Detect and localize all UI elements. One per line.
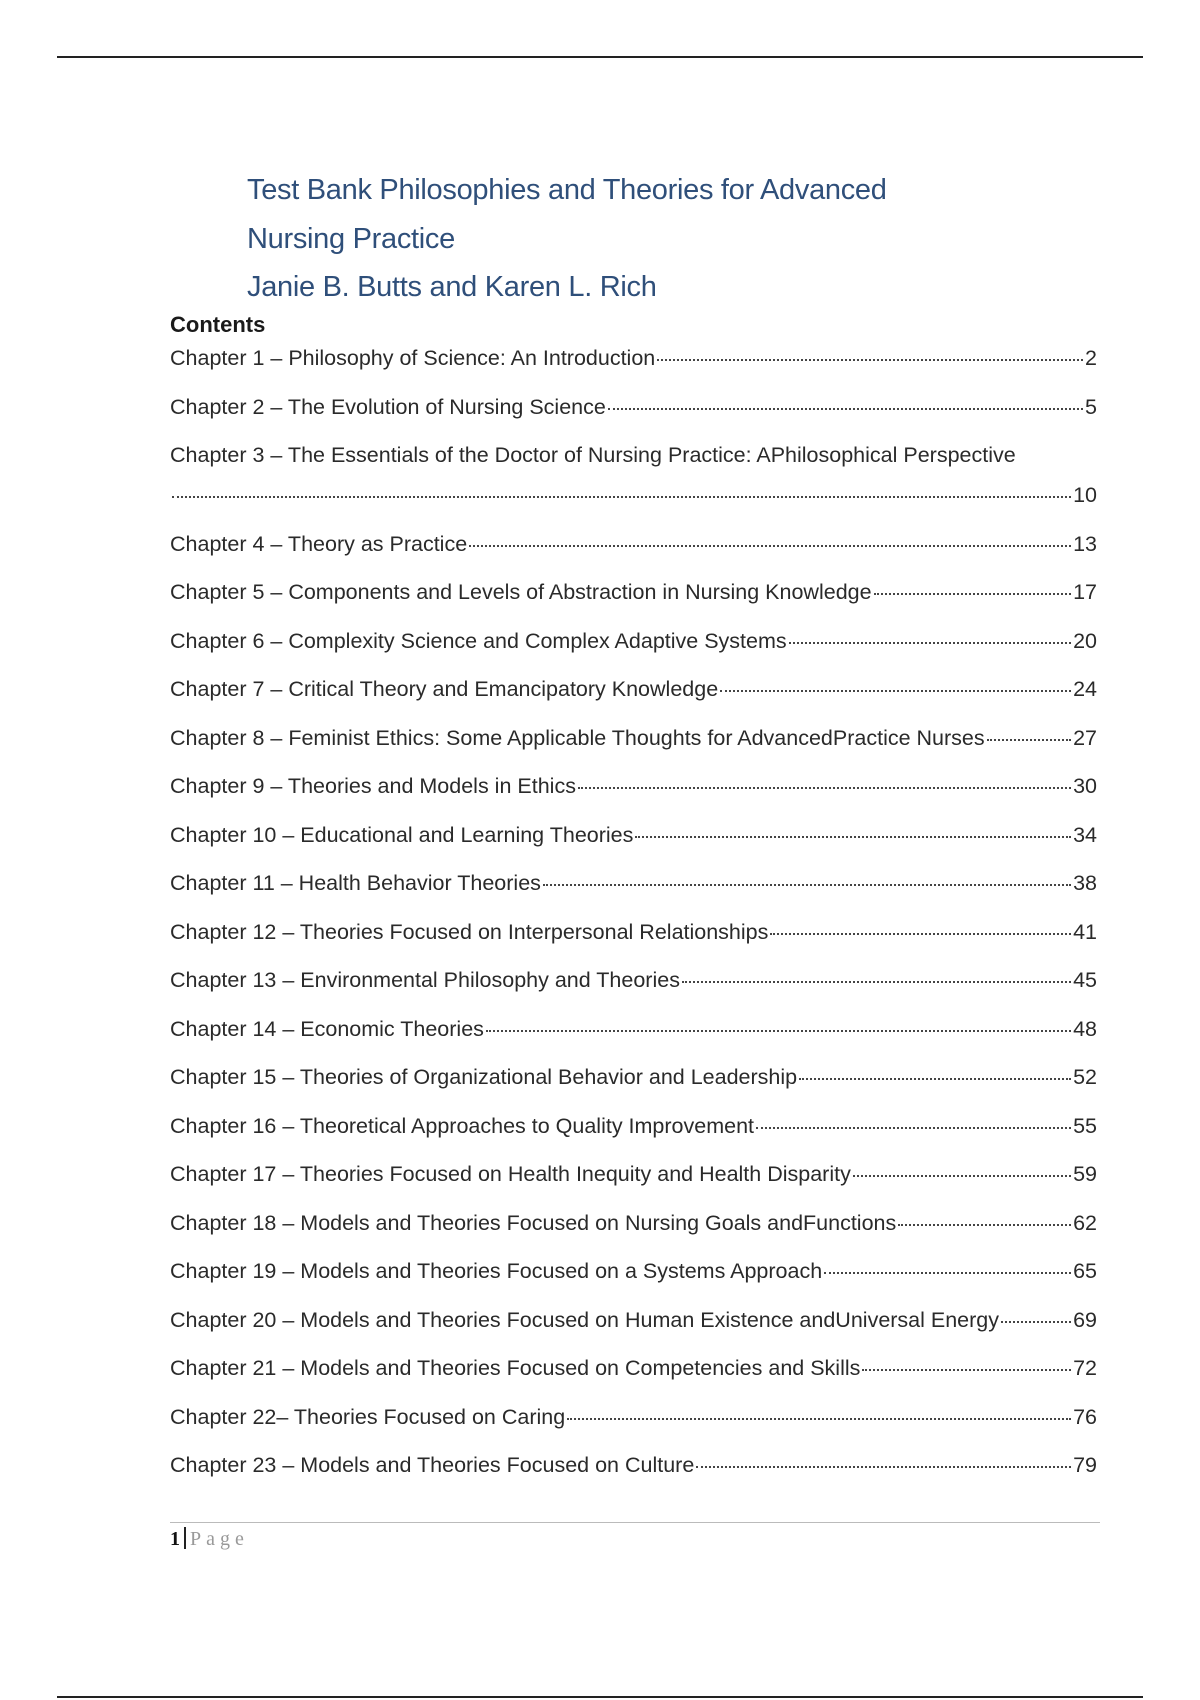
page-label: Page bbox=[190, 1528, 249, 1550]
toc-entry-page: 79 bbox=[1073, 1453, 1097, 1477]
dot-leader bbox=[853, 1175, 1071, 1177]
dot-leader bbox=[608, 408, 1083, 410]
toc-entry-title: Chapter 12 – Theories Focused on Interpersonal Relationships bbox=[170, 919, 769, 944]
dot-leader bbox=[543, 884, 1071, 886]
toc-entry-page: 45 bbox=[1073, 968, 1097, 992]
dot-leader bbox=[862, 1369, 1071, 1371]
toc-entry-page: 20 bbox=[1073, 628, 1097, 653]
page-top-rule bbox=[57, 56, 1143, 58]
toc-entry-title: Chapter 19 – Models and Theories Focused on a Systems Approach bbox=[170, 1259, 823, 1283]
toc-entry[interactable] bbox=[170, 395, 1097, 444]
dot-leader bbox=[987, 739, 1071, 741]
toc-entry-page: 62 bbox=[1073, 1210, 1097, 1235]
page-bottom-rule bbox=[57, 1696, 1143, 1698]
dot-leader bbox=[682, 981, 1071, 983]
dot-leader bbox=[799, 1078, 1071, 1080]
toc-entry-page: 41 bbox=[1073, 919, 1097, 944]
toc-entry-title: Chapter 15 – Theories of Organizational Behavior and Leadership bbox=[170, 1065, 798, 1089]
toc-entry[interactable] bbox=[170, 443, 1097, 532]
footer-rule bbox=[170, 1522, 1100, 1523]
dot-leader bbox=[486, 1030, 1071, 1032]
toc-entry[interactable] bbox=[170, 346, 1097, 395]
toc-entry[interactable] bbox=[170, 1405, 1097, 1454]
toc-entry[interactable] bbox=[170, 1162, 1097, 1211]
dot-leader bbox=[1001, 1321, 1071, 1323]
toc-entry[interactable] bbox=[170, 532, 1097, 581]
dot-leader bbox=[657, 359, 1083, 361]
dot-leader bbox=[172, 496, 1071, 498]
toc-entry-title: Chapter 4 – Theory as Practice bbox=[170, 531, 468, 556]
page-footer bbox=[170, 1527, 249, 1551]
toc-entry-page: 30 bbox=[1073, 774, 1097, 798]
document-title bbox=[247, 166, 887, 312]
toc-entry-page: 17 bbox=[1073, 580, 1097, 604]
toc-entry-page: 5 bbox=[1085, 394, 1097, 419]
toc-entry-page: 55 bbox=[1073, 1113, 1097, 1138]
title-line: Nursing Practice bbox=[247, 222, 455, 255]
toc-entry-title: Chapter 13 – Environmental Philosophy and Theories bbox=[170, 968, 680, 992]
dot-leader bbox=[874, 593, 1072, 595]
toc-entry-title: Chapter 2 – The Evolution of Nursing Science bbox=[170, 394, 606, 419]
toc-entry[interactable] bbox=[170, 726, 1097, 775]
toc-entry-page: 72 bbox=[1073, 1356, 1097, 1380]
toc-entry[interactable] bbox=[170, 677, 1097, 726]
toc-entry[interactable] bbox=[170, 871, 1097, 920]
toc-entry[interactable] bbox=[170, 1065, 1097, 1114]
toc-entry[interactable] bbox=[170, 580, 1097, 629]
toc-entry[interactable] bbox=[170, 1259, 1097, 1308]
toc-entry[interactable] bbox=[170, 968, 1097, 1017]
toc-entry-title: Chapter 11 – Health Behavior Theories bbox=[170, 871, 541, 895]
toc-entry-title: Chapter 20 – Models and Theories Focused on Human Existence andUniversal Energy bbox=[170, 1307, 1000, 1332]
toc-entry-title: Chapter 17 – Theories Focused on Health Inequity and Health Disparity bbox=[170, 1162, 851, 1186]
toc-entry-title: Chapter 16 – Theoretical Approaches to Quality Improvement bbox=[170, 1113, 755, 1138]
dot-leader bbox=[635, 836, 1071, 838]
dot-leader bbox=[756, 1127, 1071, 1129]
toc-entry[interactable] bbox=[170, 823, 1097, 872]
toc-entry-title: Chapter 5 – Components and Levels of Abstraction in Nursing Knowledge bbox=[170, 580, 872, 604]
toc-entry-page: 13 bbox=[1073, 531, 1097, 556]
toc-entry-page: 34 bbox=[1073, 822, 1097, 847]
toc-entry-page: 38 bbox=[1073, 871, 1097, 895]
toc-entry[interactable] bbox=[170, 1356, 1097, 1405]
author-line: Janie B. Butts and Karen L. Rich bbox=[247, 271, 657, 303]
table-of-contents bbox=[170, 346, 1097, 1502]
footer-divider bbox=[184, 1527, 186, 1549]
toc-entry[interactable] bbox=[170, 920, 1097, 969]
toc-entry-title: Chapter 6 – Complexity Science and Complex Adaptive Systems bbox=[170, 628, 787, 653]
toc-entry-page: 24 bbox=[1073, 677, 1097, 701]
toc-entry[interactable] bbox=[170, 774, 1097, 823]
dot-leader bbox=[824, 1272, 1071, 1274]
dot-leader bbox=[789, 642, 1071, 644]
toc-entry[interactable] bbox=[170, 1211, 1097, 1260]
contents-heading: Contents bbox=[170, 312, 266, 337]
toc-entry-title: Chapter 10 – Educational and Learning Theories bbox=[170, 822, 634, 847]
toc-entry-title: Chapter 21 – Models and Theories Focused on Competencies and Skills bbox=[170, 1356, 861, 1380]
page-number: 1 bbox=[170, 1528, 180, 1550]
toc-entry-title: Chapter 1 – Philosophy of Science: An Introduction bbox=[170, 346, 656, 370]
toc-entry-title: Chapter 7 – Critical Theory and Emancipatory Knowledge bbox=[170, 677, 719, 701]
dot-leader bbox=[469, 545, 1071, 547]
toc-entry-title: Chapter 18 – Models and Theories Focused on Nursing Goals andFunctions bbox=[170, 1210, 897, 1235]
toc-entry-page: 10 bbox=[1073, 483, 1097, 507]
toc-entry-page: 65 bbox=[1073, 1259, 1097, 1283]
dot-leader bbox=[720, 690, 1071, 692]
toc-entry-page: 2 bbox=[1085, 346, 1097, 370]
dot-leader bbox=[567, 1418, 1071, 1420]
toc-entry[interactable] bbox=[170, 1453, 1097, 1502]
toc-entry[interactable] bbox=[170, 629, 1097, 678]
toc-entry-title: Chapter 9 – Theories and Models in Ethics bbox=[170, 774, 576, 798]
toc-entry-title: Chapter 3 – The Essentials of the Doctor of Nursing Practice: APhilosophical Perspective bbox=[170, 443, 1016, 467]
dot-leader bbox=[898, 1224, 1071, 1226]
toc-entry-title: Chapter 8 – Feminist Ethics: Some Applicable Thoughts for AdvancedPractice Nurses bbox=[170, 725, 985, 750]
toc-entry[interactable] bbox=[170, 1114, 1097, 1163]
toc-entry-page: 59 bbox=[1073, 1162, 1097, 1186]
toc-entry-page: 69 bbox=[1073, 1307, 1097, 1332]
toc-entry-page: 48 bbox=[1073, 1016, 1097, 1041]
toc-entry-page: 52 bbox=[1073, 1065, 1097, 1089]
toc-entry[interactable] bbox=[170, 1308, 1097, 1357]
dot-leader bbox=[696, 1466, 1071, 1468]
toc-entry-title: Chapter 22– Theories Focused on Caring bbox=[170, 1404, 566, 1429]
toc-entry-page: 27 bbox=[1073, 725, 1097, 750]
toc-entry-title: Chapter 14 – Economic Theories bbox=[170, 1016, 484, 1041]
dot-leader bbox=[770, 933, 1071, 935]
title-line: Test Bank Philosophies and Theories for Advanced bbox=[247, 174, 887, 206]
dot-leader bbox=[578, 787, 1071, 789]
toc-entry[interactable] bbox=[170, 1017, 1097, 1066]
toc-entry-title: Chapter 23 – Models and Theories Focused on Culture bbox=[170, 1453, 695, 1477]
toc-entry-page: 76 bbox=[1073, 1404, 1097, 1429]
